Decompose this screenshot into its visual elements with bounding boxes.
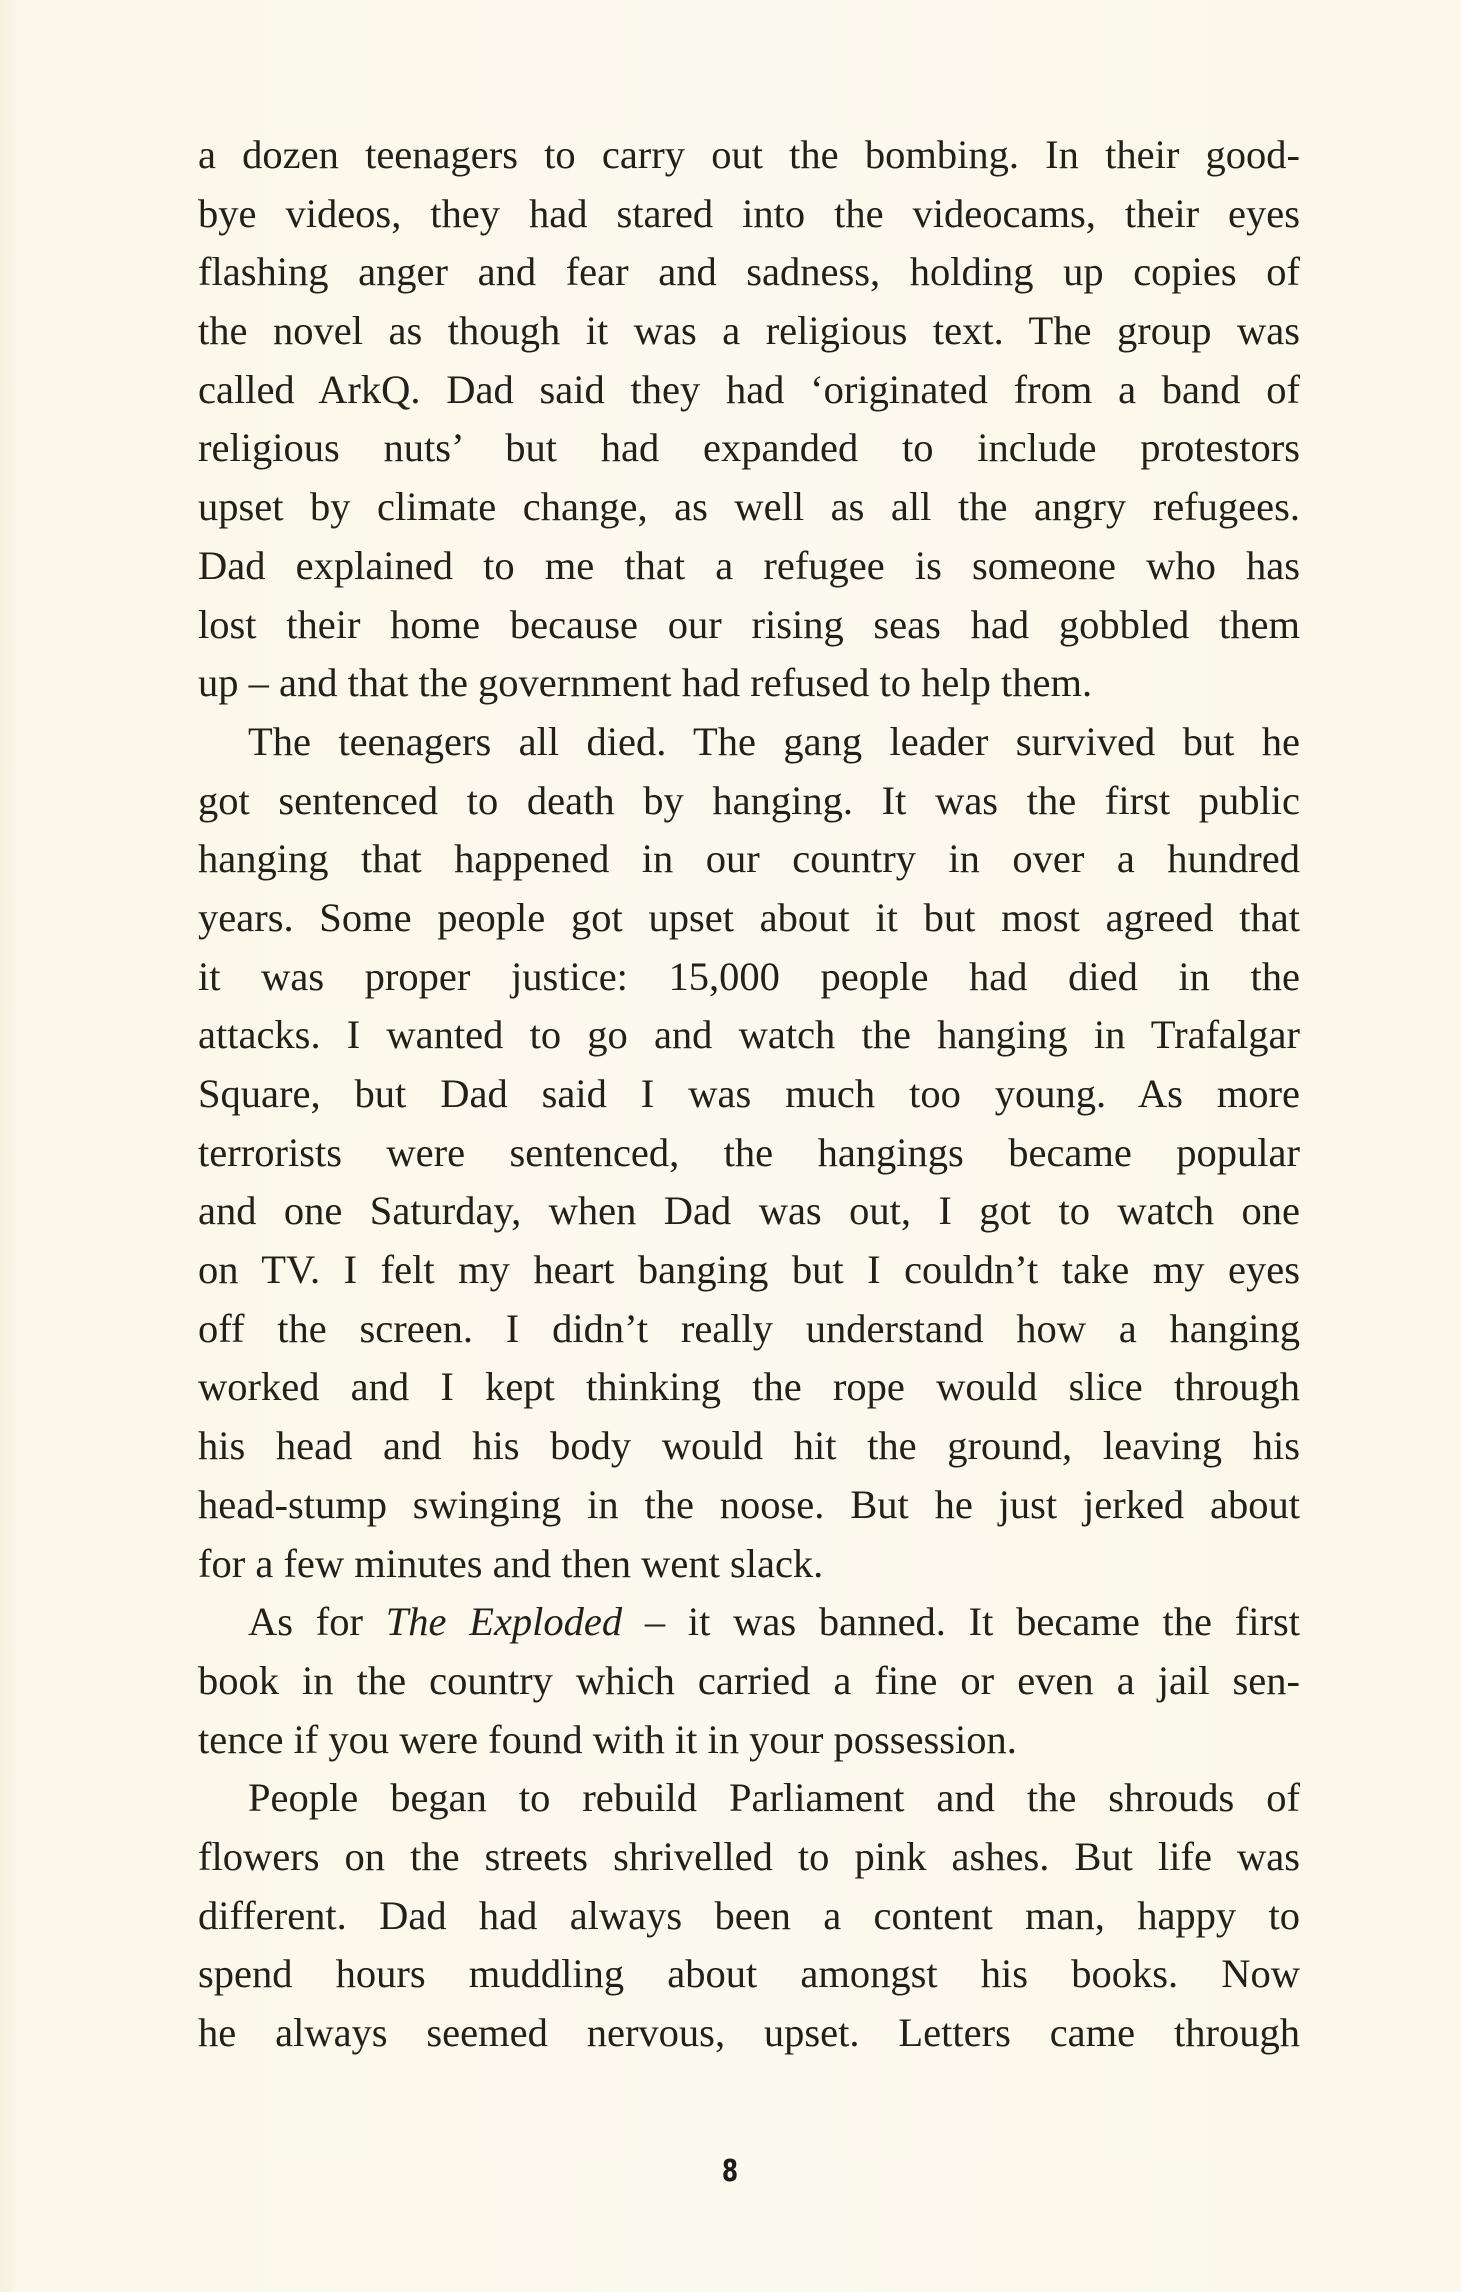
text-line: different. Dad had always been a content man, happy to — [198, 1892, 1300, 1938]
body-text — [198, 126, 1300, 2063]
text-line: his head and his body would hit the ground, leaving his — [198, 1423, 1300, 1469]
text-line-prefix: As for — [248, 1599, 386, 1645]
text-line: flowers on the streets shrivelled to pink ashes. But life was — [198, 1833, 1300, 1879]
text-line: worked and I kept thinking the rope would slice through — [198, 1364, 1300, 1410]
text-line: off the screen. I didn’t really understand how a hanging — [198, 1305, 1300, 1351]
text-line: years. Some people got upset about it but most agreed that — [198, 894, 1300, 940]
text-line: religious nuts’ but had expanded to include protestors — [198, 425, 1300, 471]
text-line: book in the country which carried a fine or even a jail sen- — [198, 1657, 1300, 1703]
text-line: attacks. I wanted to go and watch the hanging in Trafalgar — [198, 1012, 1300, 1058]
text-line: bye videos, they had stared into the videocams, their eyes — [198, 190, 1300, 236]
text-line: on TV. I felt my heart banging but I couldn’t take my eyes — [198, 1247, 1300, 1293]
page-number: 8 — [721, 2154, 739, 2189]
text-line: head-stump swinging in the noose. But he just jerked about — [198, 1481, 1300, 1527]
text-line: terrorists were sentenced, the hangings became popular — [198, 1129, 1300, 1175]
text-line: hanging that happened in our country in over a hundred — [198, 836, 1300, 882]
book-title: The Exploded — [385, 1599, 623, 1645]
text-line: and one Saturday, when Dad was out, I got to watch one — [198, 1188, 1300, 1234]
paragraph-2 — [198, 713, 1300, 1593]
paragraph-4 — [198, 1769, 1300, 2062]
text-line: lost their home because our rising seas had gobbled them — [198, 601, 1300, 647]
paragraph-1 — [198, 126, 1300, 713]
paragraph-3 — [198, 1593, 1300, 1769]
text-line: People began to rebuild Parliament and the shrouds of — [248, 1775, 1300, 1821]
text-line: The teenagers all died. The gang leader survived but he — [248, 718, 1300, 764]
text-line: Square, but Dad said I was much too young. As more — [198, 1071, 1300, 1116]
text-line: for a few minutes and then went slack. — [198, 1540, 824, 1586]
text-line: spend hours muddling about amongst his books. Now — [198, 1951, 1300, 1997]
text-line: got sentenced to death by hanging. It was the first public — [198, 777, 1300, 823]
text-line: upset by climate change, as well as all the angry refugees. — [198, 484, 1300, 530]
text-line: called ArkQ. Dad said they had ‘originated from a band of — [198, 366, 1300, 412]
text-line: he always seemed nervous, upset. Letters came through — [198, 2010, 1300, 2055]
text-line — [198, 1593, 1300, 1652]
text-line-suffix: – it was banned. It became the first — [622, 1599, 1300, 1645]
text-line: it was proper justice: 15,000 people had died in the — [198, 953, 1300, 999]
text-line: up – and that the government had refused to help them. — [198, 660, 1093, 706]
text-line: Dad explained to me that a refugee is someone who has — [198, 542, 1300, 588]
text-line: the novel as though it was a religious text. The group was — [198, 308, 1300, 354]
text-line: flashing anger and fear and sadness, holding up copies of — [198, 249, 1300, 295]
text-line: a dozen teenagers to carry out the bombing. In their good- — [198, 132, 1300, 177]
text-line: tence if you were found with it in your possession. — [198, 1716, 1017, 1762]
